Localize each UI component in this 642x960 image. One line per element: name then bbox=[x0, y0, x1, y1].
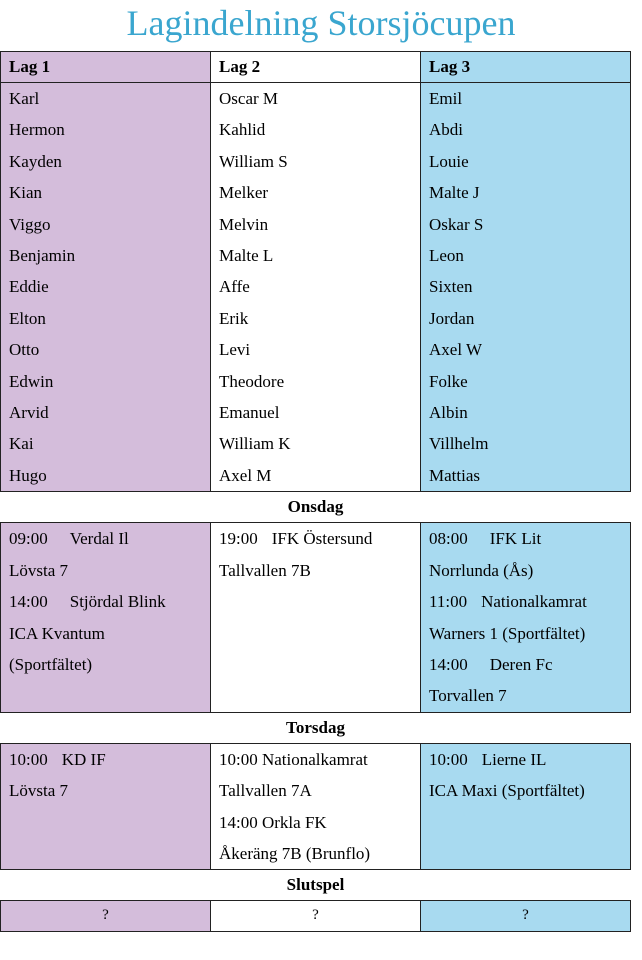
match-time: 08:00 bbox=[429, 529, 468, 549]
schedule-row-torsdag bbox=[1, 743, 631, 870]
match-time: 14:00 bbox=[429, 654, 468, 674]
player: Melvin bbox=[219, 214, 269, 234]
player: Folke bbox=[429, 371, 468, 391]
player: Karl bbox=[9, 89, 40, 108]
day-header-onsdag bbox=[1, 492, 631, 523]
schedule-lag2-torsdag bbox=[211, 743, 421, 870]
match-time: 10:00 bbox=[9, 749, 48, 769]
player: Kahlid bbox=[219, 120, 266, 140]
match-venue: Lövsta 7 bbox=[9, 560, 69, 580]
match-time: 10:00 bbox=[429, 749, 468, 769]
page-title: Lagindelning Storsjöcupen bbox=[126, 3, 516, 43]
match-opponent: Deren Fc bbox=[489, 654, 553, 674]
player: Elton bbox=[9, 308, 46, 328]
player: Otto bbox=[9, 340, 40, 360]
schedule-lag2-onsdag bbox=[211, 523, 421, 712]
playoff-lag1: ? bbox=[1, 901, 211, 932]
team-table bbox=[0, 51, 631, 932]
match-line bbox=[1, 586, 210, 617]
player: Emil bbox=[429, 89, 463, 108]
match-opponent: Nationalkamrat bbox=[481, 592, 587, 612]
match-venue: ICA Kvantum bbox=[9, 623, 105, 643]
match-opponent: IFK Lit bbox=[489, 529, 542, 549]
match-venue: ICA Maxi (Sportfältet) bbox=[429, 781, 585, 801]
match-line bbox=[211, 523, 420, 554]
player: Axel M bbox=[219, 465, 272, 485]
match-line bbox=[211, 744, 420, 775]
player: Abdi bbox=[429, 120, 463, 140]
match-venue: Åkeräng 7B (Brunflo) bbox=[219, 843, 371, 863]
match-time: 11:00 bbox=[429, 592, 468, 612]
schedule-lag3-torsdag bbox=[421, 743, 631, 870]
roster-2 bbox=[211, 83, 421, 492]
match-venue: Tallvallen 7A bbox=[219, 781, 312, 801]
player: Kayden bbox=[9, 151, 62, 171]
match-line bbox=[421, 523, 630, 554]
match-time: 14:00 bbox=[219, 812, 258, 832]
player: Arvid bbox=[9, 403, 49, 423]
match-opponent: Verdal Il bbox=[69, 529, 129, 549]
player: Oskar S bbox=[429, 214, 484, 234]
player: Hugo bbox=[9, 465, 47, 485]
player: William K bbox=[219, 434, 291, 454]
player: Kian bbox=[9, 183, 43, 203]
player: Emanuel bbox=[219, 403, 280, 423]
schedule-lag1-torsdag bbox=[1, 743, 211, 870]
match-venue: Torvallen 7 bbox=[429, 686, 507, 706]
player: Melker bbox=[219, 183, 269, 203]
player: Malte L bbox=[219, 246, 274, 266]
match-line bbox=[1, 523, 210, 554]
match-opponent: IFK Östersund bbox=[271, 529, 373, 549]
player: Benjamin bbox=[9, 246, 76, 266]
schedule-row-onsdag bbox=[1, 523, 631, 712]
playoff-lag3: ? bbox=[421, 901, 631, 932]
player: Malte J bbox=[429, 183, 480, 203]
player: Louie bbox=[429, 151, 469, 171]
player: Leon bbox=[429, 246, 464, 266]
schedule-lag1-onsdag bbox=[1, 523, 211, 712]
team-header-row bbox=[1, 52, 631, 83]
player: Levi bbox=[219, 340, 251, 360]
player: Albin bbox=[429, 403, 468, 423]
playoff-label: Slutspel bbox=[1, 870, 631, 901]
match-line bbox=[421, 744, 630, 775]
player: Villhelm bbox=[429, 434, 489, 454]
player: Kai bbox=[9, 434, 34, 454]
team-header-2: Lag 2 bbox=[211, 52, 421, 83]
playoff-row bbox=[1, 901, 631, 932]
player: Eddie bbox=[9, 277, 49, 297]
player: Jordan bbox=[429, 308, 475, 328]
match-venue: Lövsta 7 bbox=[9, 781, 69, 801]
day-label: Onsdag bbox=[1, 492, 631, 523]
player: Mattias bbox=[429, 465, 480, 485]
match-opponent: Stjördal Blink bbox=[69, 592, 166, 612]
match-venue: Warners 1 (Sportfältet) bbox=[429, 623, 586, 643]
match-opponent: Orkla FK bbox=[261, 812, 327, 832]
match-time: 09:00 bbox=[9, 529, 48, 549]
player: William S bbox=[219, 151, 288, 171]
team-header-1: Lag 1 bbox=[1, 52, 211, 83]
match-venue: Tallvallen 7B bbox=[219, 560, 311, 580]
day-label: Torsdag bbox=[1, 712, 631, 743]
match-opponent: Nationalkamrat bbox=[261, 749, 368, 769]
roster-3 bbox=[421, 83, 631, 492]
match-time: 19:00 bbox=[219, 529, 258, 549]
player: Edwin bbox=[9, 371, 54, 391]
match-time: 10:00 bbox=[219, 749, 258, 769]
roster-row bbox=[1, 83, 631, 492]
schedule-lag3-onsdag bbox=[421, 523, 631, 712]
player: Axel W bbox=[429, 340, 483, 360]
match-line bbox=[1, 744, 210, 775]
match-line bbox=[421, 586, 630, 617]
day-header-torsdag bbox=[1, 712, 631, 743]
playoff-lag2: ? bbox=[211, 901, 421, 932]
player: Hermon bbox=[9, 120, 65, 140]
team-header-3: Lag 3 bbox=[421, 52, 631, 83]
player: Affe bbox=[219, 277, 250, 297]
player: Oscar M bbox=[219, 89, 279, 108]
match-line bbox=[211, 807, 420, 838]
match-venue: (Sportfältet) bbox=[9, 654, 93, 674]
match-opponent: KD IF bbox=[61, 749, 106, 769]
match-line bbox=[421, 649, 630, 680]
match-venue: Norrlunda (Ås) bbox=[429, 560, 534, 580]
player: Erik bbox=[219, 308, 249, 328]
roster-1 bbox=[1, 83, 211, 492]
match-opponent: Lierne IL bbox=[481, 749, 547, 769]
player: Theodore bbox=[219, 371, 285, 391]
match-time: 14:00 bbox=[9, 592, 48, 612]
player: Sixten bbox=[429, 277, 473, 297]
player: Viggo bbox=[9, 214, 51, 234]
day-header-slutspel bbox=[1, 870, 631, 901]
